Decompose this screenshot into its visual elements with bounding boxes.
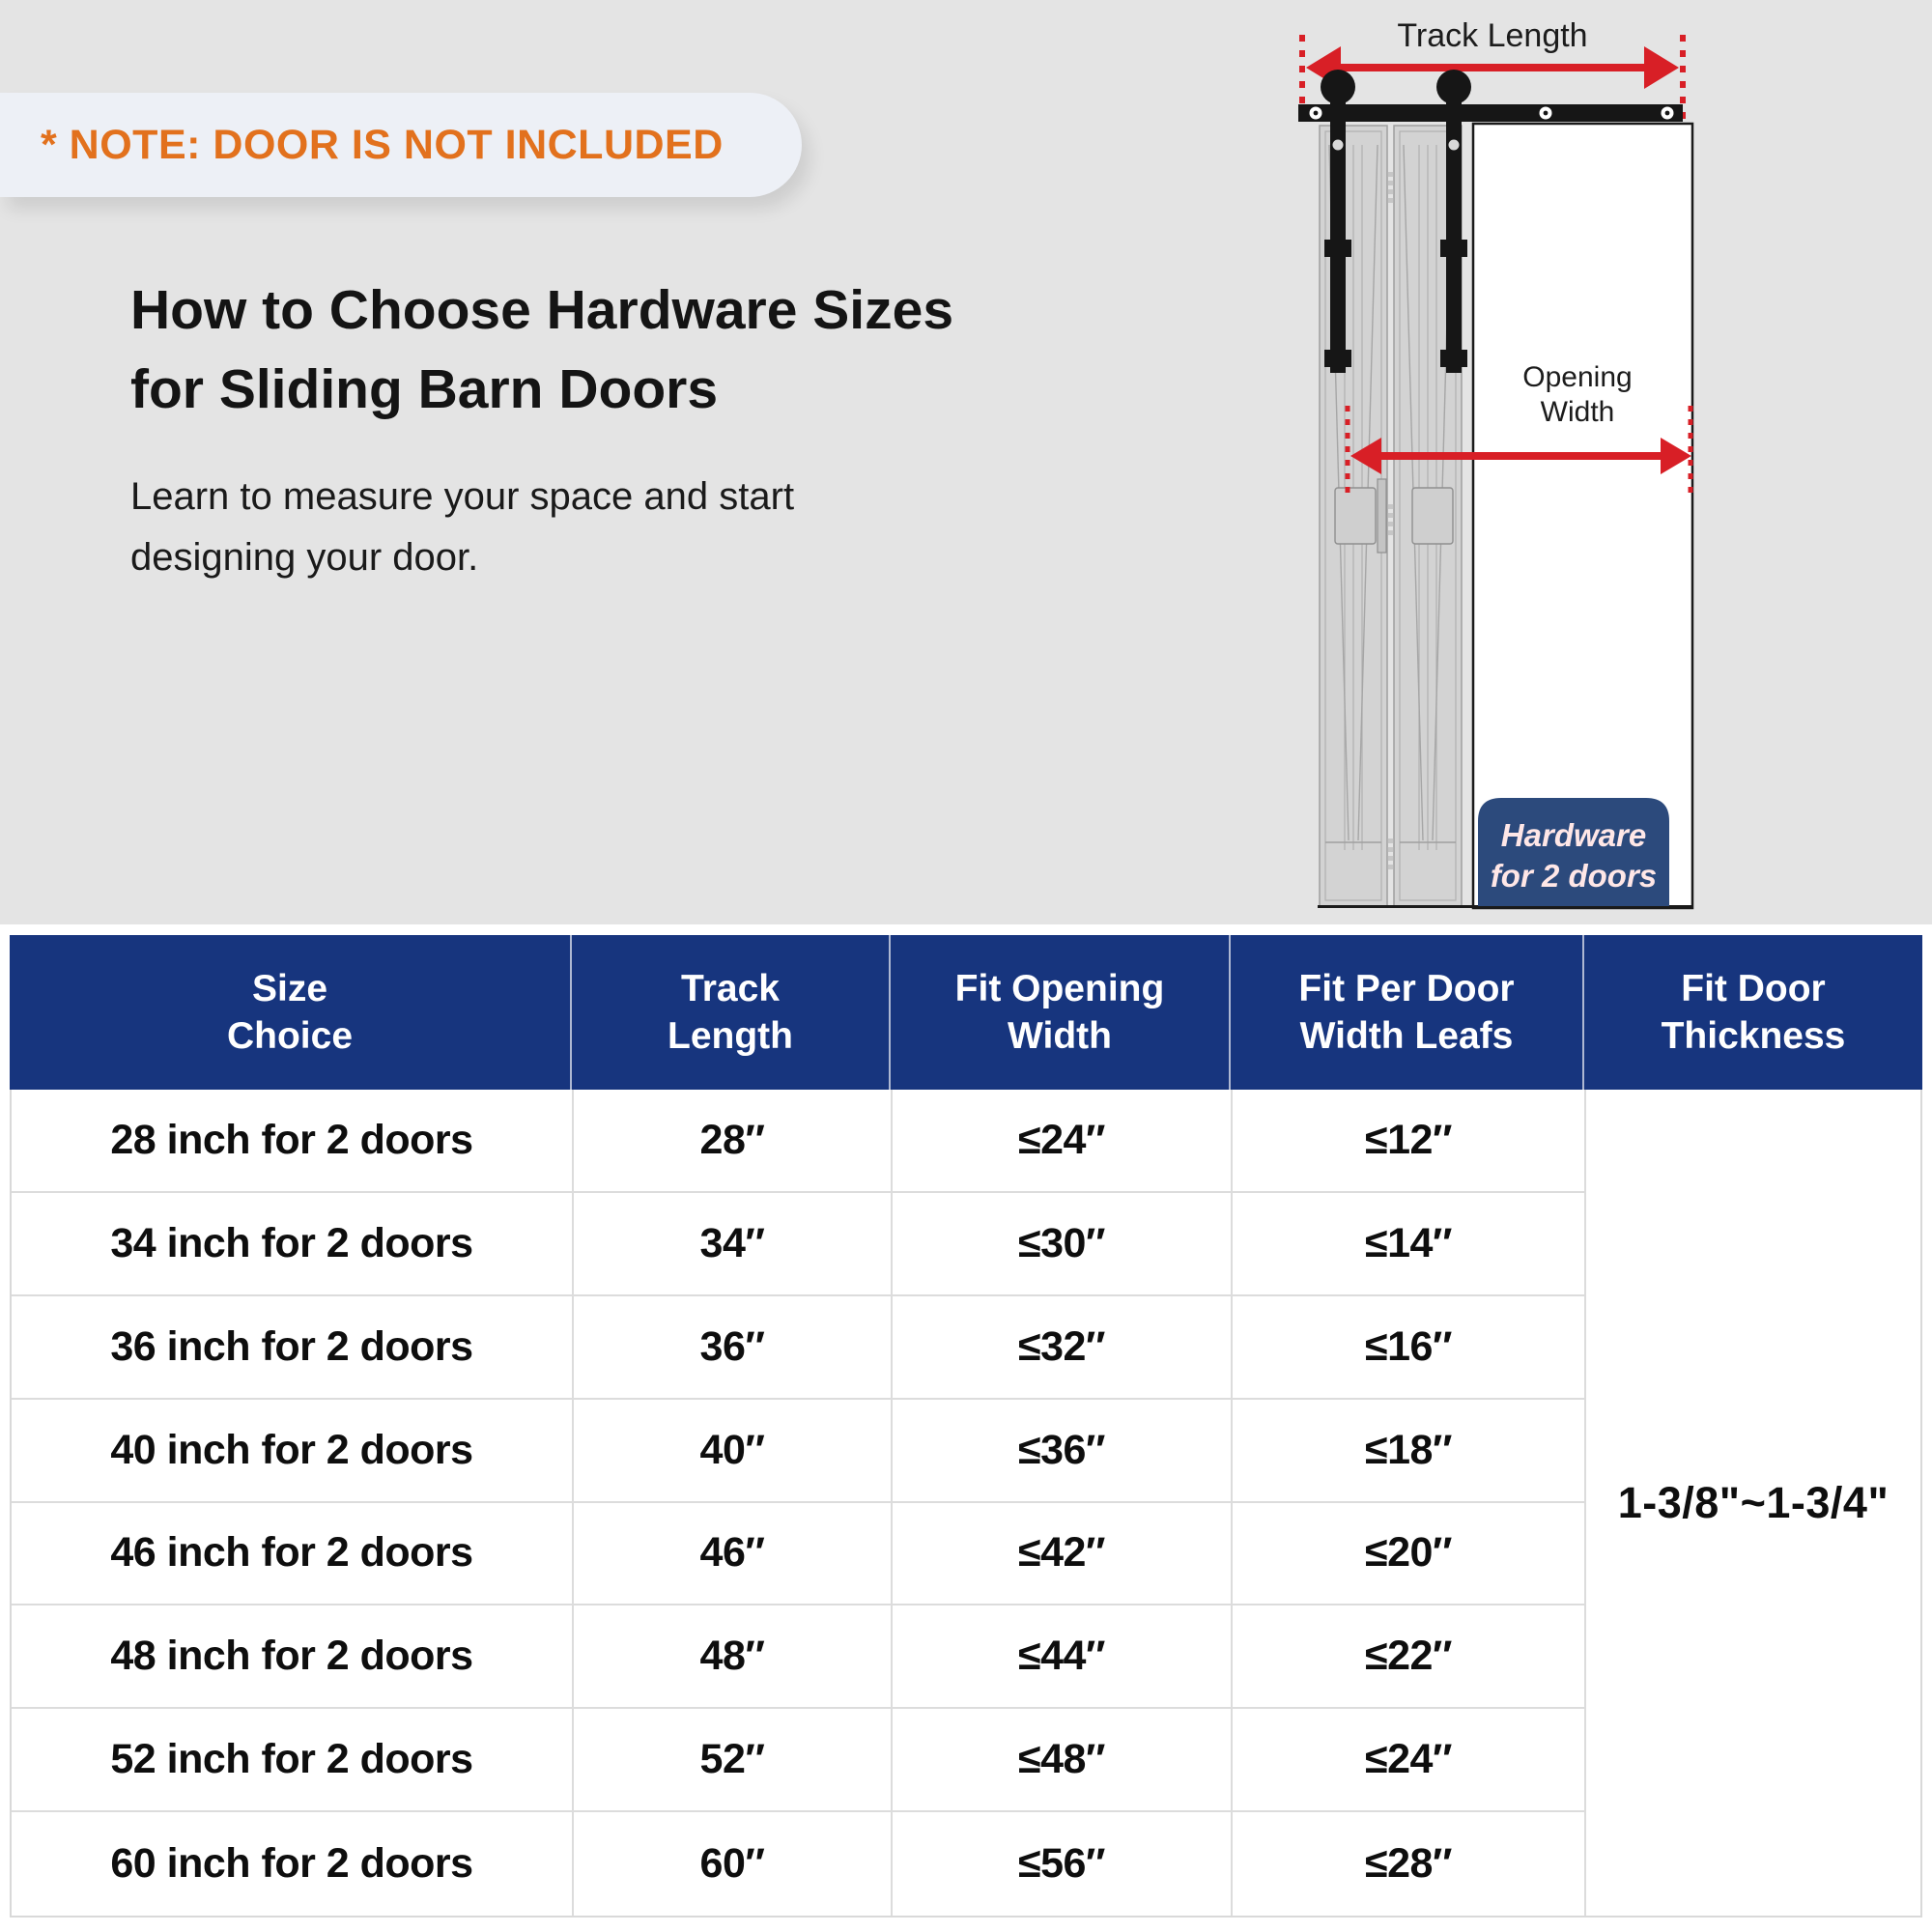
table-cell: 52 inch for 2 doors bbox=[12, 1709, 574, 1812]
page-subtitle bbox=[130, 467, 794, 588]
note-banner bbox=[0, 93, 802, 197]
table-cell: ≤48″ bbox=[893, 1709, 1233, 1812]
table-cell: ≤24″ bbox=[893, 1090, 1233, 1193]
table-cell: 36 inch for 2 doors bbox=[12, 1296, 574, 1400]
table-cell: 36″ bbox=[574, 1296, 893, 1400]
table-cell: 46″ bbox=[574, 1503, 893, 1606]
page-subtitle-line1: Learn to measure your space and start bbox=[130, 475, 795, 518]
page-title-line2: for Sliding Barn Doors bbox=[130, 358, 719, 420]
table-cell: ≤20″ bbox=[1233, 1503, 1586, 1606]
page-title-line1: How to Choose Hardware Sizes bbox=[130, 279, 954, 341]
table-cell: 34″ bbox=[574, 1193, 893, 1296]
table-cell: 40 inch for 2 doors bbox=[12, 1400, 574, 1503]
table-cell: ≤16″ bbox=[1233, 1296, 1586, 1400]
header-fit-door-thickness: Fit Door Thickness bbox=[1661, 968, 1846, 1057]
door-hinges bbox=[1388, 172, 1394, 869]
table-cell: ≤24″ bbox=[1233, 1709, 1586, 1812]
table-cell: 60 inch for 2 doors bbox=[12, 1812, 574, 1916]
size-table-header bbox=[10, 935, 1922, 1090]
table-cell: 34 inch for 2 doors bbox=[12, 1193, 574, 1296]
door-opening bbox=[1473, 124, 1692, 908]
barn-door-diagram bbox=[1285, 0, 1710, 927]
table-cell: ≤32″ bbox=[893, 1296, 1233, 1400]
header-fit-opening-width: Fit Opening Width bbox=[891, 935, 1231, 1090]
page-title bbox=[130, 270, 953, 429]
header-fit-per-door-width-leafs: Fit Per Door Width Leafs bbox=[1231, 935, 1584, 1090]
size-table-body bbox=[10, 1090, 1922, 1918]
table-cell: 48″ bbox=[574, 1605, 893, 1709]
table-cell: 28″ bbox=[574, 1090, 893, 1193]
table-cell: 28 inch for 2 doors bbox=[12, 1090, 574, 1193]
opening-width-label-line2: Width bbox=[1540, 396, 1615, 428]
hardware-badge-line2: for 2 doors bbox=[1490, 858, 1658, 894]
table-cell: ≤18″ bbox=[1233, 1400, 1586, 1503]
fit-door-thickness-cell: 1-3/8"~1-3/4" bbox=[1617, 1477, 1889, 1527]
table-cell: 40″ bbox=[574, 1400, 893, 1503]
size-table-card bbox=[0, 924, 1932, 1932]
table-cell: ≤30″ bbox=[893, 1193, 1233, 1296]
table-cell: ≤42″ bbox=[893, 1503, 1233, 1606]
table-cell: 48 inch for 2 doors bbox=[12, 1605, 574, 1709]
table-cell: 46 inch for 2 doors bbox=[12, 1503, 574, 1606]
table-cell: ≤36″ bbox=[893, 1400, 1233, 1503]
table-cell: 60″ bbox=[574, 1812, 893, 1916]
table-cell: ≤28″ bbox=[1233, 1812, 1586, 1916]
table-cell: ≤22″ bbox=[1233, 1605, 1586, 1709]
header-size-choice: Size Choice bbox=[10, 935, 572, 1090]
track-rail bbox=[1298, 104, 1683, 122]
hardware-badge-line1: Hardware bbox=[1500, 817, 1647, 853]
table-cell: ≤12″ bbox=[1233, 1090, 1586, 1193]
table-cell: ≤44″ bbox=[893, 1605, 1233, 1709]
header-track-length: Track Length bbox=[572, 935, 891, 1090]
track-arrowhead-right bbox=[1644, 46, 1679, 89]
page-subtitle-line2: designing your door. bbox=[130, 536, 479, 579]
table-cell: ≤56″ bbox=[893, 1812, 1233, 1916]
track-length-label: Track Length bbox=[1397, 17, 1588, 54]
table-cell: 52″ bbox=[574, 1709, 893, 1812]
opening-width-label-line1: Opening bbox=[1522, 361, 1633, 393]
note-text: * NOTE: DOOR IS NOT INCLUDED bbox=[41, 121, 724, 168]
table-cell: ≤14″ bbox=[1233, 1193, 1586, 1296]
